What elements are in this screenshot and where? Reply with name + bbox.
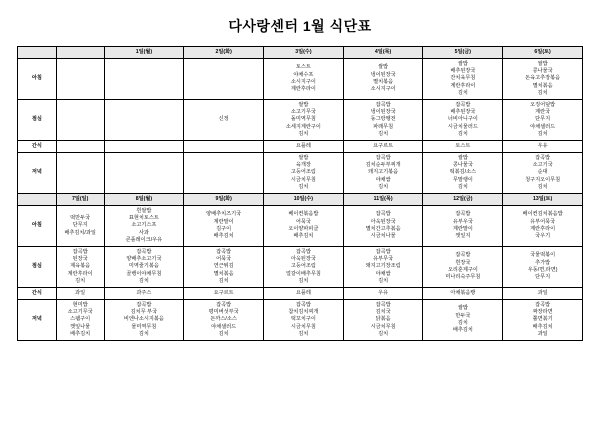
week2-lunch-2: 잡곡밥 어묵국 연근튀김 멸치볶음 김치 <box>184 247 264 288</box>
corner-cell <box>18 47 57 59</box>
week2-lunch-5: 잡곡밥 흰장국 오리훈제구이 미나리숙주무침 <box>423 247 503 288</box>
week-1 <box>18 47 583 194</box>
week1-day-header-row <box>18 47 583 59</box>
week1-dinner-2 <box>184 153 264 194</box>
week2-lunch-row <box>18 247 583 288</box>
week1-day-2: 2일(화) <box>184 47 264 59</box>
week1-snack-3: 요플레 <box>264 141 344 153</box>
week2-breakfast-0: 떡만두국 단무지 배추김치/과일 <box>56 206 104 247</box>
week2-day-0: 7일(일) <box>56 194 104 206</box>
week2-snack-2: 요구르트 <box>184 288 264 300</box>
week1-lunch-5: 잡곡밥 배추된장국 너비아니구이 시금치물러드 김치 <box>423 100 503 141</box>
week2-dinner-1: 잡곡밥 김치무 부국 비엔나소시지볶음 물미역무침 김치 <box>104 300 184 341</box>
page-title: 다사랑센터 1월 식단표 <box>228 18 372 34</box>
week2-lunch-3: 잡곡밥 아욱된장국 고등어조림 얼갈이배추무침 김치 <box>264 247 344 288</box>
week1-breakfast-row <box>18 59 583 100</box>
week1-snack-0 <box>56 141 104 153</box>
week2-dinner-3: 잡곡밥 참치김치찌개 떡꼬치구이 시금치무침 김치 <box>264 300 344 341</box>
week1-breakfast-1 <box>104 59 184 100</box>
week2-snack-0: 과일 <box>56 288 104 300</box>
week2-day-6: 13일(토) <box>503 194 583 206</box>
week2-breakfast-6: 베이컨김치볶음밥 유부어묵국 계란후라이 국우기 <box>503 206 583 247</box>
week1-snack-2 <box>184 141 264 153</box>
week1-dinner-row <box>18 153 583 194</box>
week1-snack-1 <box>104 141 184 153</box>
week2-dinner-5: 쌀밥 만두국 김치 배추김치 <box>423 300 503 341</box>
week1-day-0 <box>56 47 104 59</box>
week2-lunch-1: 잡곡밥 양배추소고기국 미역줄기볶음 골뱅이야채무침 김치 <box>104 247 184 288</box>
week2-breakfast-row <box>18 206 583 247</box>
week1-day-4: 4일(목) <box>343 47 423 59</box>
week1-snack-6: 우유 <box>503 141 583 153</box>
row-label-breakfast-2: 아침 <box>18 206 57 247</box>
row-label-dinner: 저녁 <box>18 153 57 194</box>
week1-lunch-1 <box>104 100 184 141</box>
week2-day-1: 8일(월) <box>104 194 184 206</box>
week2-snack-5: 아채볶음빵 <box>423 288 503 300</box>
row-label-dinner-2: 저녁 <box>18 300 57 341</box>
week1-snack-4: 요구르트 <box>343 141 423 153</box>
week2-dinner-6: 잡곡밥 짜장라면 쫄면볶기 배추김치 과일 <box>503 300 583 341</box>
week2-breakfast-5: 잡곡밥 유부우국 계란말이 깻잎지 <box>423 206 503 247</box>
week1-dinner-6: 잡곡밥 소고기국 순대 청구지오이무침 김치 <box>503 153 583 194</box>
menu-table <box>17 46 583 341</box>
week1-lunch-6: 오징어덮밥 계란국 단무지 야채샐러드 김치 <box>503 100 583 141</box>
week2-lunch-4: 잡곡밥 유부무국 돼지고기장조림 야채쌈 김치 <box>343 247 423 288</box>
week2-day-2: 9일(화) <box>184 194 264 206</box>
week1-lunch-4: 잡곡밥 냉이된장국 동그랑땡전 파래무침 김치 <box>343 100 423 141</box>
week1-day-5: 5일(금) <box>423 47 503 59</box>
week2-snack-1: 과주스 <box>104 288 184 300</box>
week2-dinner-0: 현미밥 소고기무국 스팸구이 깻잎나물 배추김치 <box>56 300 104 341</box>
row-label-breakfast: 아침 <box>18 59 57 100</box>
week1-lunch-3: 쌀밥 소고기무국 돌미역무침 소세지계란구이 김치 <box>264 100 344 141</box>
week1-breakfast-2 <box>184 59 264 100</box>
week1-dinner-5: 쌀밥 콩나물국 떡볶김/소스 무말랭이 김치 <box>423 153 503 194</box>
week2-snack-6: 과일 <box>503 288 583 300</box>
week2-snack-4: 우유 <box>343 288 423 300</box>
corner-cell-2 <box>18 194 57 206</box>
row-label-snack-2: 간식 <box>18 288 57 300</box>
week2-snack-row <box>18 288 583 300</box>
week1-lunch-row <box>18 100 583 141</box>
week2-breakfast-3: 베이컨볶음밥 어묵국 오이양파피클 배추김치 <box>264 206 344 247</box>
week2-breakfast-1: 흰쌀밥 표현치토스트 소고기스프 사과 콘플레이크/우유 <box>104 206 184 247</box>
row-label-lunch: 점심 <box>18 100 57 141</box>
week1-breakfast-5: 쌀밥 배추된장국 잔치육무침 계란후라이 김치 <box>423 59 503 100</box>
week1-day-1: 1일(월) <box>104 47 184 59</box>
week1-dinner-0 <box>56 153 104 194</box>
week1-dinner-3: 쌀밥 육개장 고등어조림 시금치무침 김치 <box>264 153 344 194</box>
week1-breakfast-3: 토스트 야채수프 소시지구이 계란후라이 <box>264 59 344 100</box>
week2-breakfast-2: 양배추치즈기국 계란말이 김구이 배추김치 <box>184 206 264 247</box>
week2-day-3: 10일(수) <box>264 194 344 206</box>
week1-lunch-2: 신정 <box>184 100 264 141</box>
week2-day-4: 11일(목) <box>343 194 423 206</box>
week2-snack-3: 요플레 <box>264 288 344 300</box>
week-2 <box>18 194 583 341</box>
row-label-lunch-2: 점심 <box>18 247 57 288</box>
week2-dinner-row <box>18 300 583 341</box>
week1-snack-row <box>18 141 583 153</box>
week2-day-5: 12일(금) <box>423 194 503 206</box>
week2-lunch-6: 국물떡볶이 추가밥 우동/면,라면) 단무지 <box>503 247 583 288</box>
week2-breakfast-4: 잡곡밥 아욱된장국 멸치간고추볶음 시금치나물 <box>343 206 423 247</box>
week1-day-3: 3일(수) <box>264 47 344 59</box>
week2-dinner-2: 잡곡밥 평미버섯부국 돈까스/소스 야채샐러드 김치 <box>184 300 264 341</box>
week1-snack-5: 토스트 <box>423 141 503 153</box>
week2-day-header-row <box>18 194 583 206</box>
week1-lunch-0 <box>56 100 104 141</box>
week1-breakfast-6: 쌀밥 콩나물국 돈육고추장볶음 멸치볶음 김치 <box>503 59 583 100</box>
row-label-snack: 간식 <box>18 141 57 153</box>
week1-dinner-1 <box>104 153 184 194</box>
week1-dinner-4: 잡곡밥 김치순두부찌개 돼지고기볶음 야채쌈 김치 <box>343 153 423 194</box>
week1-breakfast-4: 쌀밥 냉이된장국 멸치볶음 소시지구이 <box>343 59 423 100</box>
week2-lunch-0: 잡곡밥 된장국 제육볶음 계란후라이 김치 <box>56 247 104 288</box>
week2-dinner-4: 잡곡밥 김치국 닭볶음 시금치무침 김치 <box>343 300 423 341</box>
week1-day-6: 6일(토) <box>503 47 583 59</box>
week1-breakfast-0 <box>56 59 104 100</box>
